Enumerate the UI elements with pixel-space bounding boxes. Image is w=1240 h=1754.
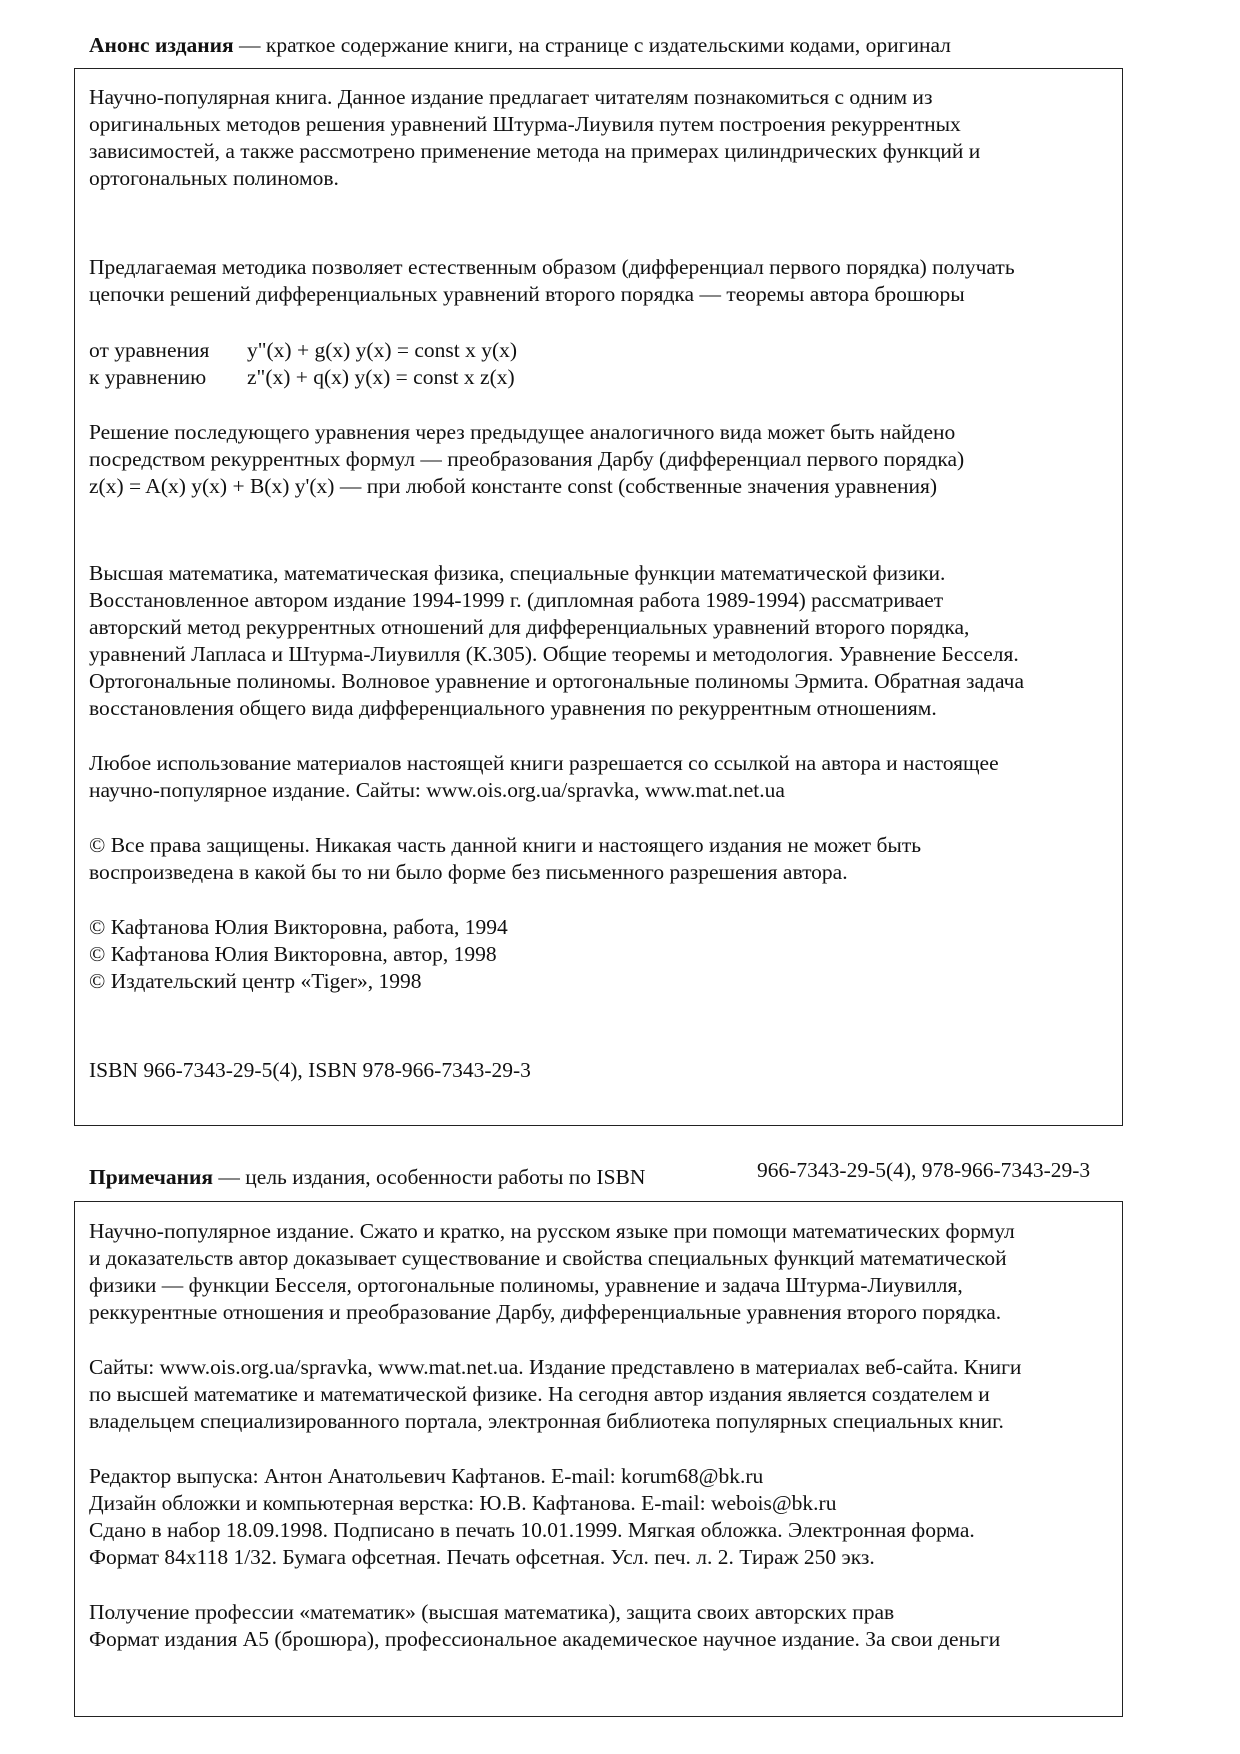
- notes-line: Получение профессии «математик» (высшая математика), защита своих авторских прав: [89, 1600, 895, 1624]
- notes-heading-rest: — цель издания, особенности работы по ISBN: [213, 1165, 646, 1189]
- announcement-line: Восстановленное автором издание 1994-1999 г. (дипломная работа 1989-1994) рассматривает: [89, 588, 944, 612]
- notes-line: Формат издания А5 (брошюра), профессиональное академическое научное издание. За свои деньги: [89, 1627, 1001, 1651]
- notes-line: и доказательств автор доказывает существование и свойства специальных функций математической: [89, 1246, 1007, 1270]
- isbn-line: ISBN 966-7343-29-5(4), ISBN 978-966-7343-29-3: [89, 1058, 531, 1082]
- copyright-line: © Кафтанова Юлия Викторовна, работа, 1994: [89, 915, 508, 939]
- announcement-line: восстановления общего вида дифференциального уравнения по рекуррентным отношениям.: [89, 696, 937, 720]
- copyright-line: воспроизведена в какой бы то ни было форме без письменного разрешения автора.: [89, 860, 848, 884]
- announcement-line: ортогональных полиномов.: [89, 166, 339, 190]
- notes-line: физики — функции Бесселя, ортогональные полиномы, уравнение и задача Штурма-Лиувилля,: [89, 1273, 963, 1297]
- equation-row-to: [89, 364, 515, 392]
- announcement-line: уравнений Лапласа и Штурма-Лиувилля (К.305). Общие теоремы и методология. Уравнение Бесселя.: [89, 642, 1019, 666]
- equation-label: к уравнению: [89, 365, 207, 389]
- announcement-line: посредством рекуррентных формул — преобразования Дарбу (дифференциал первого порядка): [89, 447, 965, 471]
- notes-line: по высшей математике и математической физике. На сегодня автор издания является создателем и: [89, 1382, 990, 1406]
- announcement-heading-rest: — краткое содержание книги, на странице с издательскими кодами, оригинал: [233, 33, 951, 57]
- notes-line: Редактор выпуска: Антон Анатольевич Кафтанов. E-mail: korum68@bk.ru: [89, 1464, 764, 1488]
- notes-line: Научно-популярное издание. Сжато и кратко, на русском языке при помощи математических формул: [89, 1219, 1015, 1243]
- copyright-line: © Издательский центр «Tiger», 1998: [89, 969, 422, 993]
- notes-heading-bold: Примечания: [89, 1165, 214, 1189]
- equation-formula: y"(x) + g(x) y(x) = const x y(x): [247, 338, 518, 362]
- announcement-line: Ортогональные полиномы. Волновое уравнение и ортогональные полиномы Эрмита. Обратная задача: [89, 669, 1024, 693]
- notes-line: Формат 84x118 1/32. Бумага офсетная. Печать офсетная. Усл. печ. л. 2. Тираж 250 экз.: [89, 1545, 875, 1569]
- announcement-line: зависимостей, а также рассмотрено применение метода на примерах цилиндрических функций и: [89, 139, 981, 163]
- equation-row-from: [89, 337, 517, 365]
- announcement-heading-bold: Анонс издания: [89, 33, 234, 57]
- copyright-line: © Кафтанова Юлия Викторовна, автор, 1998: [89, 942, 497, 966]
- announcement-line: Высшая математика, математическая физика, специальные функции математической физики.: [89, 561, 946, 585]
- notes-line: Дизайн обложки и компьютерная верстка: Ю.В. Кафтанова. E-mail: webois@bk.ru: [89, 1491, 837, 1515]
- notes-line: Сайты: www.ois.org.ua/spravka, www.mat.net.ua. Издание представлено в материалах веб-сайта. Книги: [89, 1355, 1022, 1379]
- copyright-line: © Все права защищены. Никакая часть данной книги и настоящего издания не может быть: [89, 833, 922, 857]
- announcement-line: цепочки решений дифференциальных уравнений второго порядка — теоремы автора брошюры: [89, 282, 965, 306]
- notes-line: реккурентные отношения и преобразование Дарбу, дифференциальные уравнения второго порядка.: [89, 1300, 1002, 1324]
- announcement-line: оригинальных методов решения уравнений Штурма-Лиувиля путем построения рекуррентных: [89, 112, 961, 136]
- notes-isbn-value: 966-7343-29-5(4), 978-966-7343-29-3: [757, 1158, 1091, 1182]
- notes-line: Сдано в набор 18.09.1998. Подписано в печать 10.01.1999. Мягкая обложка. Электронная форма.: [89, 1518, 975, 1542]
- equation-label: от уравнения: [89, 338, 210, 362]
- announcement-line: авторский метод рекуррентных отношений для дифференциальных уравнений второго порядка,: [89, 615, 970, 639]
- announcement-line: научно-популярное издание. Сайты: www.ois.org.ua/spravka, www.mat.net.ua: [89, 778, 785, 802]
- notes-line: владельцем специализированного портала, электронная библиотека популярных специальных книг.: [89, 1409, 1004, 1433]
- announcement-line: Любое использование материалов настоящей книги разрешается со ссылкой на автора и настоящее: [89, 751, 999, 775]
- notes-heading: [89, 1164, 645, 1192]
- announcement-line: Решение последующего уравнения через предыдущее аналогичного вида может быть найдено: [89, 420, 956, 444]
- announcement-line: z(x) = A(x) y(x) + B(x) y'(x) — при любой константе const (собственные значения уравнения): [89, 474, 938, 498]
- announcement-line: Научно-популярная книга. Данное издание предлагает читателям познакомиться с одним из: [89, 85, 933, 109]
- announcement-heading: [89, 32, 951, 60]
- equation-formula: z"(x) + q(x) y(x) = const x z(x): [247, 365, 515, 389]
- announcement-line: Предлагаемая методика позволяет естественным образом (дифференциал первого порядка) получать: [89, 255, 1015, 279]
